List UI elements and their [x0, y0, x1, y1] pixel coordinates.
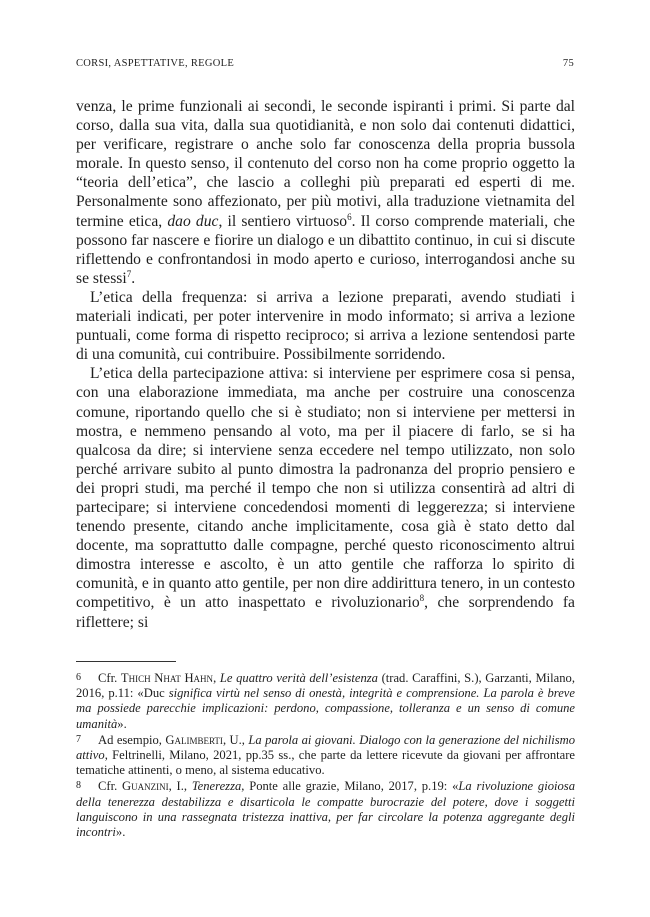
footnote-ref[interactable]: 8 [419, 593, 425, 604]
footnote-number: 7 [76, 733, 81, 745]
footnote: 7 Ad esempio, Galimberti, U., La parola ai giovani. Dialogo con la generazione del nichilismo attivo, Feltrinelli, Milano, 2021, pp.35 ss., che parte da lettere ricevute da giovani per affrontare tematiche attinenti, o meno, al sistema educativo. [76, 732, 576, 778]
running-title: CORSI, ASPETTATIVE, REGOLE [76, 58, 235, 69]
paragraph: venza, le prime funzionali ai secondi, le seconde ispiranti i primi. Si parte dal corso, dalla sua vita, dalla sua quotidianità, e non solo dai contenuti didattici, per verificare, registrare o anche solo far conoscenza della propria bussola morale. In questo senso, il contenuto del corso non ha come proprio oggetto la “teoria dell’etica”, che lascio a colleghi più preparati ed esperti di me. Personalmente sono affezionato, per più motivi, alla traduzione vietnamita del termine etica, dao duc, il sentiero virtuoso$^6$. Il corso comprende materiali, che possono far nascere e fiorire un dialogo e un dibattito continuo, in cui si discute riflettendo e confrontandosi in modo aperto e curioso, interrogandosi anche su se stessi$^7$. [76, 98, 575, 287]
paragraph: L’etica della frequenza: si arriva a lezione preparati, avendo studiati i materiali indicati, per poter intervenire in modo informato; si arriva a lezione puntuali, come forma di rispetto reciproco; si arriva a lezione sentendosi parte di una comunità, cui contribuire. Possibilmente sorridendo. [76, 288, 575, 364]
footnote: 6 Cfr. Thich Nhat Hahn, Le quattro verità dell’esistenza (trad. Caraffini, S.), Garzanti, Milano, 2016, p.11: «Duc significa virtù nel senso di onestà, integrità e comprensione. La parola è breve ma possiede parecchie implicazioni: perdono, compassione, tolleranza e un senso di comune umanità». [76, 671, 575, 731]
footnote: 8 Cfr. Guanzini, I., Tenerezza, Ponte alle grazie, Milano, 2017, p.19: «La rivoluzione gioiosa della tenerezza destabilizza e disarticola le compatte burocrazie del potere, dove i soggetti languiscono in una rassegnata tristezza inattiva, per far circolare la potenza aggregante degli incontri». [76, 779, 575, 840]
footnote-ref[interactable]: 7 [126, 268, 132, 279]
page-number: 75 [562, 58, 574, 69]
paragraph: L’etica della partecipazione attiva: si interviene per esprimere cosa si pensa, con una elaborazione immediata, ma anche per costruire una conoscenza comune, riportando quello che si è studiato; non si interviene per mettersi in mostra, e nemmeno pensando al voto, ma per il piacere di farlo, se si ha qualcosa da dire; si interviene senza eccedere nel tempo utilizzato, non solo perché arrivare subito al punto dimostra la padronanza del proprio pensiero e dei propri studi, ma perché il tempo che non si utilizza consentirà ad altri di partecipare; si interviene concedendosi momenti di leggerezza; si interviene tenendo presente, citando anche implicitamente, cosa già è stato detto dal docente, ma soprattutto dalle compagne, perché questo riconoscimento altrui dimostra interesse e ascolto, è un atto gentile che rafforza lo spirito di comunità, e in quanto atto gentile, per non dire addirittura tenero, in un contesto competitivo, è un atto inaspettato e rivoluzionario$^8$, che sorprendendo fa riflettere; si [76, 365, 575, 631]
footnote-ref[interactable]: 6 [347, 211, 352, 222]
footnote-number: 8 [76, 780, 81, 792]
body-text [76, 97, 575, 632]
footnote-number: 6 [76, 672, 81, 683]
footnote-separator [76, 661, 176, 662]
footnotes [76, 670, 575, 840]
running-header [76, 58, 574, 74]
